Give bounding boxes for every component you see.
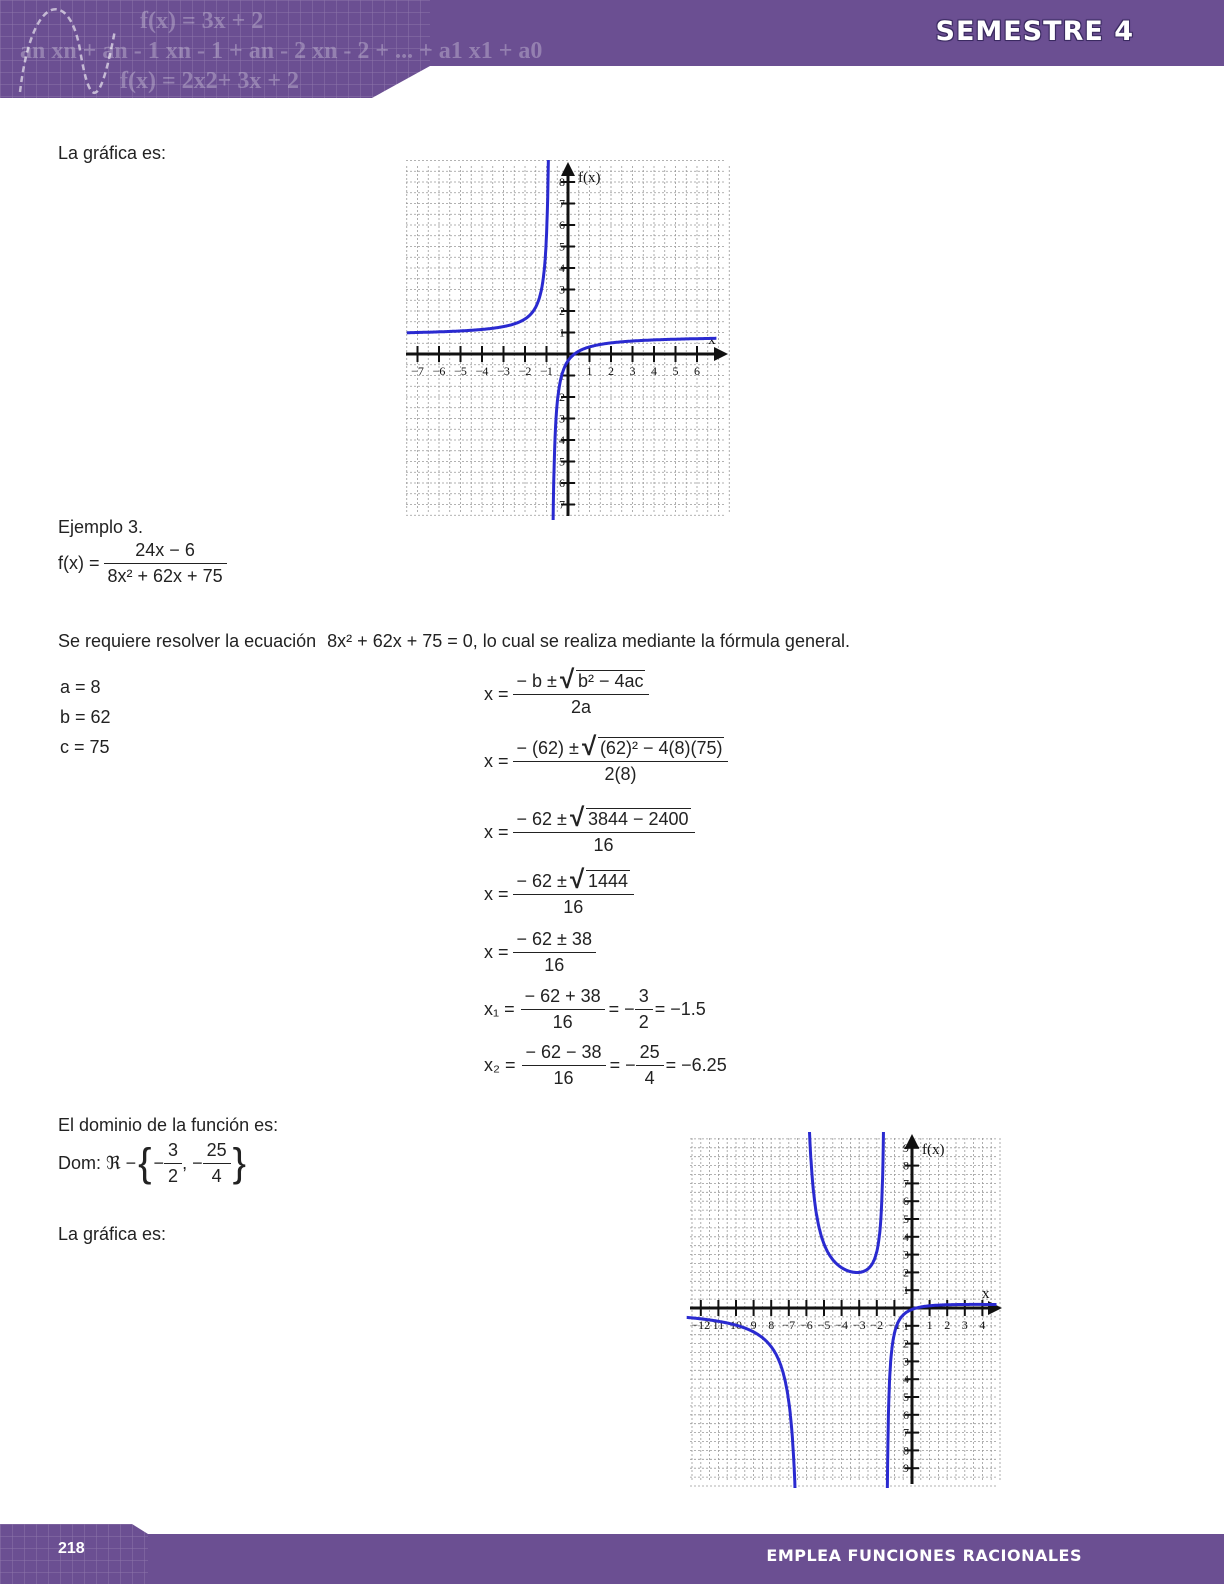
y-tick-label: 7 — [559, 497, 565, 512]
step-3-num-a: − 62 ± — [516, 809, 567, 829]
step-4 — [484, 864, 634, 918]
step-3 — [484, 802, 695, 856]
x-tick-label: −4 — [475, 364, 489, 378]
x-tick-label: 9 — [750, 1318, 757, 1332]
x-axis-label: x — [982, 1286, 990, 1302]
step-7-denominator-2: 4 — [644, 1068, 655, 1088]
step-7-numerator-2: 25 — [636, 1042, 664, 1066]
step-1 — [484, 664, 649, 718]
graph2 — [684, 1132, 1004, 1488]
step-5-fraction — [513, 929, 596, 976]
coef-b: b = 62 — [60, 707, 111, 727]
step-3-radicand: 3844 − 2400 — [587, 809, 689, 829]
y-tick-label: 6 — [559, 476, 565, 490]
step-6-fraction-2 — [635, 986, 653, 1033]
step-5-denominator: 16 — [544, 955, 565, 975]
y-tick-label: 1 — [903, 1318, 909, 1333]
x-tick-label: −2 — [870, 1318, 884, 1332]
step-7-denominator: 16 — [553, 1068, 574, 1088]
y-tick-label: 6 — [559, 218, 565, 232]
x-axis-arrow — [714, 347, 728, 361]
step-3-denominator: 16 — [593, 835, 614, 855]
header-bg-formula-1: f(x) = 3x + 2 — [140, 8, 264, 34]
y-tick-label: 4 — [903, 1229, 909, 1244]
graph1 — [400, 160, 730, 520]
header-bg-formula-2: an xn + an - 1 xn - 1 + an - 2 xn - 2 + ... + a1 x1 + a0 — [20, 38, 543, 64]
domain-right-brace: } — [232, 1141, 246, 1185]
y-tick-label: 3 — [559, 282, 565, 297]
y-axis-label: f(x) — [922, 1142, 945, 1158]
domain-left-brace: { — [138, 1141, 152, 1185]
y-tick-label: 9 — [903, 1140, 909, 1155]
domain-separator: , − — [182, 1153, 203, 1173]
x-tick-label: −6 — [432, 364, 446, 378]
intro-sentence — [58, 631, 850, 652]
x-tick-label: 6 — [694, 364, 700, 378]
x-tick-label: −1 — [888, 1318, 901, 1332]
y-tick-label: 4 — [559, 433, 565, 447]
step-1-fraction — [513, 664, 650, 718]
x-tick-label: −7 — [782, 1318, 796, 1332]
graph1-intro: La gráfica es: — [58, 143, 167, 163]
step-7-lhs: x₂ = — [484, 1055, 516, 1075]
coef-a: a = 8 — [60, 677, 101, 697]
header-banner — [0, 0, 1224, 98]
x-tick-label: 11 — [712, 1318, 725, 1332]
function-fraction — [104, 540, 227, 587]
step-4-fraction — [513, 864, 634, 918]
step-2-lhs: x = — [484, 750, 509, 771]
step-6-denominator: 16 — [552, 1012, 573, 1032]
step-7-numerator: − 62 − 38 — [522, 1042, 606, 1066]
y-tick-label: 3 — [559, 411, 565, 426]
step-5-lhs: x = — [484, 942, 509, 962]
step-1-num-a: − b ± — [516, 671, 557, 691]
intro-text-b: , lo cual se realiza mediante la fórmula general. — [472, 631, 850, 651]
step-2-radicand: (62)² − 4(8)(75) — [599, 738, 723, 758]
step-2-numerator — [513, 731, 729, 762]
step-6-equals: = − — [608, 999, 635, 1019]
function-curve — [687, 1317, 796, 1488]
x-tick-label: −3 — [497, 364, 510, 378]
step-4-denominator: 16 — [563, 897, 584, 917]
y-tick-label: 8 — [903, 1158, 909, 1173]
y-tick-label: 7 — [903, 1425, 909, 1440]
x-tick-label: 2 — [608, 364, 614, 378]
domain-fraction-2 — [203, 1140, 231, 1187]
step-1-radical: √ b² − 4ac — [559, 664, 644, 694]
intro-text-a: Se requiere resolver la ecuación — [58, 631, 317, 651]
domain-denominator-2: 4 — [211, 1166, 222, 1186]
step-6-fraction — [521, 986, 605, 1033]
y-tick-label: 2 — [559, 390, 565, 404]
step-5-numerator: − 62 ± 38 — [513, 929, 596, 953]
x-axis-label: x — [708, 332, 716, 348]
y-tick-label: 5 — [559, 454, 565, 469]
step-3-fraction — [513, 802, 695, 856]
page-header — [0, 0, 1224, 98]
step-6-result: = −1.5 — [654, 999, 706, 1019]
page-number: 218 — [58, 1540, 85, 1557]
y-tick-label: 1 — [559, 368, 565, 383]
domain-denominator-1: 2 — [168, 1166, 179, 1186]
step-1-numerator — [513, 664, 650, 695]
x-tick-label: −1 — [540, 364, 553, 378]
coef-c: c = 75 — [60, 737, 110, 757]
function-curve — [809, 1132, 884, 1273]
y-tick-label: 2 — [559, 304, 565, 318]
example-title: Ejemplo 3. — [58, 517, 144, 537]
step-6-lhs: x₁ = — [484, 999, 515, 1019]
x-tick-label: −7 — [411, 364, 424, 378]
x-tick-label: −6 — [800, 1318, 813, 1332]
y-tick-label: 5 — [559, 239, 565, 254]
function-numerator: 24x − 6 — [104, 540, 227, 564]
x-tick-label: 3 — [961, 1318, 968, 1332]
y-tick-label: 5 — [903, 1390, 909, 1404]
domain-fraction-1 — [164, 1140, 182, 1187]
y-tick-label: 2 — [903, 1336, 909, 1351]
domain-prefix: Dom: ℜ − — [58, 1153, 137, 1173]
step-2-radical: √ (62)² − 4(8)(75) — [581, 731, 723, 761]
y-tick-label: 2 — [903, 1265, 909, 1280]
semester-title: SEMESTRE 4 — [935, 16, 1134, 47]
domain-numerator-1: 3 — [164, 1140, 182, 1164]
step-4-radical: √ 1444 — [569, 864, 628, 894]
x-tick-label: −12 — [691, 1318, 711, 1332]
step-3-lhs: x = — [484, 821, 509, 842]
y-tick-label: 8 — [559, 175, 565, 189]
header-bg-formula-3: f(x) = 2x2+ 3x + 2 — [120, 68, 300, 94]
step-2-fraction — [513, 731, 729, 785]
x-tick-label: 8 — [768, 1318, 775, 1332]
step-4-lhs: x = — [484, 883, 509, 904]
y-tick-label: 8 — [903, 1443, 909, 1458]
intro-equation: 8x² + 62x + 75 = 0 — [327, 631, 473, 651]
x-tick-label: −4 — [835, 1318, 848, 1332]
x-tick-label: −5 — [817, 1318, 831, 1332]
y-tick-label: 6 — [903, 1194, 909, 1209]
step-7-fraction — [522, 1042, 606, 1089]
x-tick-label: 1 — [586, 364, 593, 378]
step-6-denominator-2: 2 — [638, 1012, 649, 1032]
step-7-fraction-2 — [636, 1042, 664, 1089]
x-tick-label: 5 — [672, 364, 679, 378]
y-axis-label: f(x) — [578, 170, 601, 186]
step-4-num-a: − 62 ± — [516, 871, 567, 891]
y-tick-label: 5 — [903, 1212, 909, 1226]
x-tick-label: −2 — [518, 364, 532, 378]
step-4-numerator — [513, 864, 634, 895]
step-2 — [484, 731, 728, 785]
y-tick-label: 9 — [903, 1461, 909, 1476]
y-tick-label: 4 — [559, 261, 565, 275]
footer-title: EMPLEA FUNCIONES RACIONALES — [766, 1546, 1082, 1565]
step-4-radicand: 1444 — [587, 871, 628, 891]
step-6-numerator-2: 3 — [635, 986, 653, 1010]
step-6-numerator: − 62 + 38 — [521, 986, 605, 1010]
domain-minus: − — [153, 1153, 165, 1173]
x-tick-label: −3 — [852, 1318, 866, 1332]
domain-numerator-2: 25 — [203, 1140, 231, 1164]
y-tick-label: 6 — [903, 1407, 909, 1422]
example-function — [58, 540, 227, 587]
y-tick-label: 3 — [903, 1354, 909, 1369]
domain-label: El dominio de la función es: — [58, 1115, 279, 1135]
y-tick-label: 7 — [559, 196, 565, 211]
y-tick-label: 1 — [559, 325, 565, 340]
y-tick-label: 3 — [903, 1247, 909, 1262]
step-7-equals: = − — [609, 1055, 636, 1075]
step-1-lhs: x = — [484, 683, 509, 704]
x-tick-label: 2 — [944, 1318, 951, 1332]
step-3-numerator — [513, 802, 695, 833]
step-6 — [484, 986, 706, 1033]
step-5 — [484, 929, 596, 976]
function-lhs: f(x) = — [58, 553, 100, 573]
x-tick-label: 1 — [926, 1318, 933, 1332]
x-tick-label: 4 — [651, 364, 657, 378]
x-tick-label: 4 — [979, 1318, 986, 1332]
x-tick-label: −5 — [454, 364, 467, 378]
domain-expression — [58, 1140, 246, 1187]
graph2-intro: La gráfica es: — [58, 1224, 167, 1244]
y-tick-label: 7 — [903, 1176, 909, 1191]
step-1-radicand: b² − 4ac — [577, 671, 644, 691]
step-3-radical: √ 3844 − 2400 — [569, 802, 689, 832]
y-axis-arrow — [561, 162, 575, 176]
step-7-result: = −6.25 — [665, 1055, 727, 1075]
function-denominator: 8x² + 62x + 75 — [107, 566, 223, 586]
x-tick-label: 10 — [730, 1318, 742, 1332]
y-tick-label: 4 — [903, 1372, 909, 1387]
step-7 — [484, 1042, 727, 1089]
step-1-denominator: 2a — [570, 697, 592, 717]
x-tick-label: 3 — [629, 364, 636, 378]
y-tick-label: 1 — [903, 1283, 909, 1298]
step-2-num-a: − (62) ± — [516, 738, 579, 758]
step-2-denominator: 2(8) — [604, 764, 637, 784]
